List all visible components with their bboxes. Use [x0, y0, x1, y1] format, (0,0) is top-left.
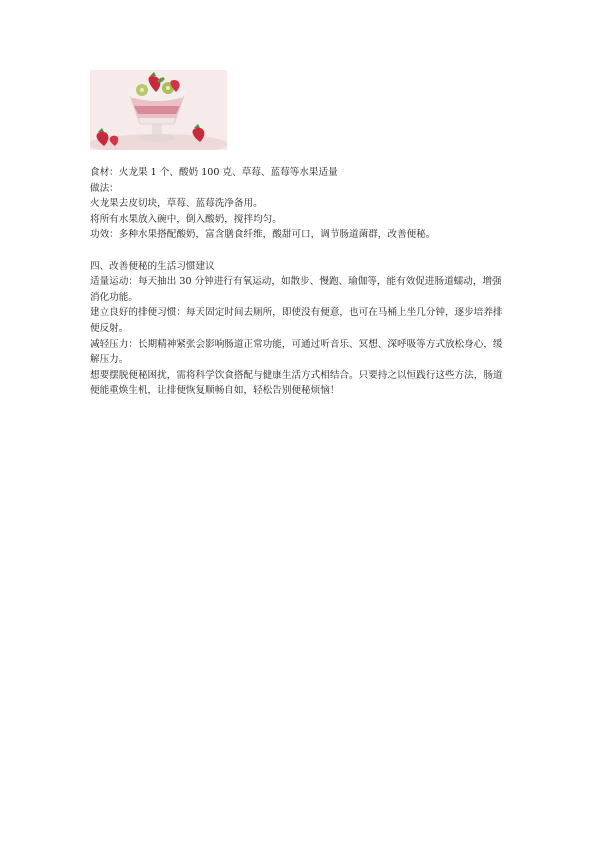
method-step-2: 将所有水果放入碗中，倒入酸奶，搅拌均匀。	[90, 213, 282, 225]
method-label: 做法：	[90, 182, 119, 194]
method-step-1: 火龙果去皮切块，草莓、蓝莓洗净备用。	[90, 198, 263, 210]
fruit-yogurt-photo	[90, 70, 227, 150]
section-heading: 四、改善便秘的生活习惯建议	[90, 260, 215, 272]
document-body	[90, 165, 510, 399]
paragraph-spacer	[90, 243, 510, 259]
habit-paragraph: 建立良好的排便习惯：每天固定时间去厕所，即使没有便意，也可在马桶上坐几分钟，逐步培养排便反射。	[90, 307, 503, 334]
conclusion-paragraph: 想要摆脱便秘困扰，需将科学饮食搭配与健康生活方式相结合。只要持之以恒践行这些方法，肠道便能重焕生机，让排便恢复顺畅自如，轻松告别便秘烦恼！	[90, 369, 503, 397]
effect-line: 功效：多种水果搭配酸奶，富含膳食纤维，酸甜可口，调节肠道菌群，改善便秘。	[90, 229, 436, 241]
exercise-paragraph: 适量运动：每天抽出 30 分钟进行有氧运动，如散步、慢跑、瑜伽等，能有效促进肠道蠕动，增强消化功能。	[90, 276, 502, 303]
stress-paragraph: 减轻压力：长期精神紧张会影响肠道正常功能，可通过听音乐、冥想、深呼吸等方式放松身心，缓解压力。	[90, 338, 503, 366]
ingredients-line: 食材：火龙果 1 个、酸奶 100 克、草莓、蓝莓等水果适量	[90, 167, 338, 178]
fruit-yogurt-illustration	[90, 70, 227, 150]
